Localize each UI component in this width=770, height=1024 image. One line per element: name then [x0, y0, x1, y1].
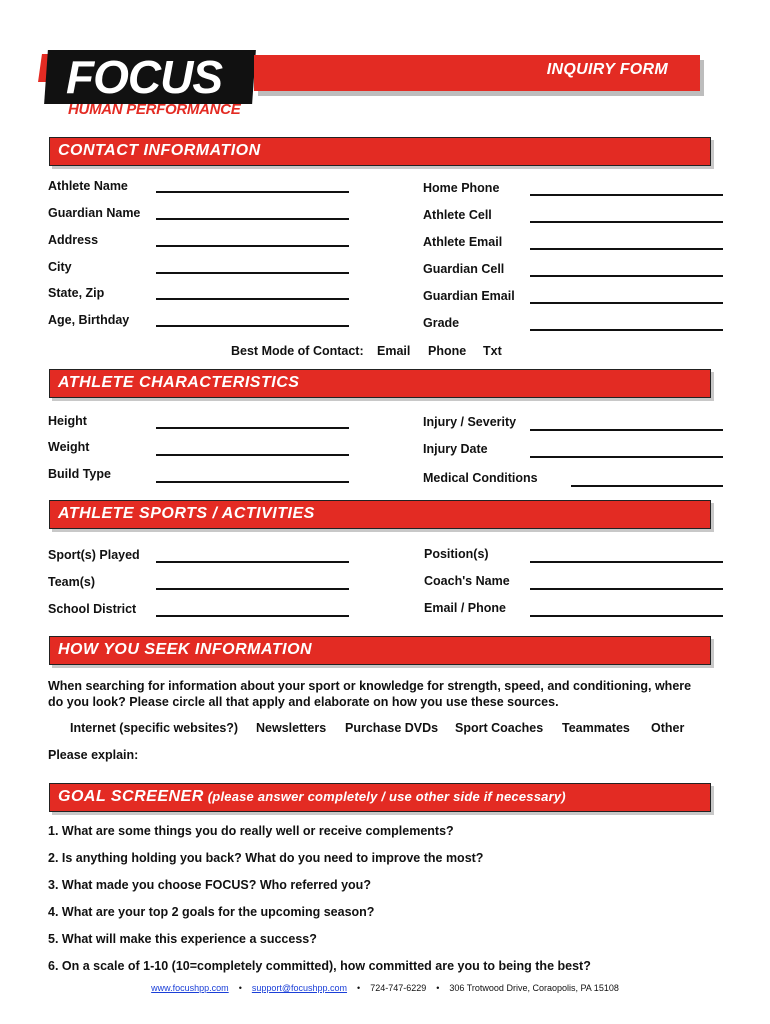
option-newsletters[interactable]: Newsletters [256, 721, 327, 735]
field-height[interactable] [156, 427, 349, 429]
label-positions: Position(s) [424, 547, 489, 561]
label-please-explain: Please explain: [48, 748, 139, 762]
field-age-birthday[interactable] [156, 325, 349, 327]
label-guardian-cell: Guardian Cell [423, 262, 505, 276]
label-coach-name: Coach's Name [424, 574, 510, 588]
section-contact-information [49, 137, 711, 166]
section-athlete-sports [49, 500, 711, 529]
option-internet[interactable]: Internet (specific websites?) [70, 721, 239, 735]
form-title: INQUIRY FORM [546, 61, 668, 78]
goal-question-2: 2. Is anything holding you back? What do you need to improve the most? [48, 851, 484, 865]
logo-wordmark: FOCUS [66, 51, 222, 103]
label-city: City [48, 260, 72, 274]
field-athlete-email[interactable] [530, 248, 723, 250]
field-build-type[interactable] [156, 481, 349, 483]
label-height: Height [48, 414, 87, 428]
field-medical-conditions[interactable] [571, 485, 723, 487]
label-teams: Team(s) [48, 575, 96, 589]
section-title: ATHLETE CHARACTERISTICS [58, 374, 300, 391]
field-athlete-name[interactable] [156, 191, 349, 193]
goal-question-3: 3. What made you choose FOCUS? Who referred you? [48, 878, 371, 892]
field-address[interactable] [156, 245, 349, 247]
seek-prompt: When searching for information about your sport or knowledge for strength, speed, and conditioning, where do you look? Please circle all that apply and elaborate on how you use these sources. [48, 679, 692, 709]
footer-email-link[interactable]: support@focushpp.com [251, 983, 348, 993]
goal-screener-title: GOAL SCREENER [58, 788, 204, 805]
section-title: CONTACT INFORMATION [58, 142, 261, 159]
goal-question-4: 4. What are your top 2 goals for the upcoming season? [48, 905, 375, 919]
label-best-mode-of-contact: Best Mode of Contact: [231, 344, 364, 358]
field-state-zip[interactable] [156, 298, 349, 300]
label-grade: Grade [423, 316, 460, 330]
goal-question-6: 6. On a scale of 1-10 (10=completely committed), how committed are you to being the best? [48, 959, 591, 973]
goal-screener-subtitle: (please answer completely / use other side if necessary) [207, 789, 566, 804]
label-guardian-email: Guardian Email [423, 289, 515, 303]
section-goal-screener [49, 783, 711, 812]
label-school-district: School District [48, 602, 137, 616]
field-sports-played[interactable] [156, 561, 349, 563]
label-email-phone: Email / Phone [424, 601, 506, 615]
field-grade[interactable] [530, 329, 723, 331]
separator-dot: • [238, 983, 242, 993]
label-age-birthday: Age, Birthday [48, 313, 130, 327]
contact-mode-email[interactable]: Email [377, 344, 411, 358]
label-injury-date: Injury Date [423, 442, 488, 456]
label-sports-played: Sport(s) Played [48, 548, 140, 562]
label-guardian-name: Guardian Name [48, 206, 141, 220]
option-purchase-dvds[interactable]: Purchase DVDs [345, 721, 439, 735]
field-injury-severity[interactable] [530, 429, 723, 431]
goal-question-5: 5. What will make this experience a success? [48, 932, 317, 946]
field-weight[interactable] [156, 454, 349, 456]
field-city[interactable] [156, 272, 349, 274]
field-email-phone[interactable] [530, 615, 723, 617]
footer [0, 983, 770, 993]
label-medical-conditions: Medical Conditions [423, 471, 538, 485]
field-school-district[interactable] [156, 615, 349, 617]
section-title: ATHLETE SPORTS / ACTIVITIES [58, 505, 315, 522]
contact-mode-phone[interactable]: Phone [428, 344, 467, 358]
field-athlete-cell[interactable] [530, 221, 723, 223]
field-teams[interactable] [156, 588, 349, 590]
label-home-phone: Home Phone [423, 181, 500, 195]
label-address: Address [48, 233, 99, 247]
contact-mode-txt[interactable]: Txt [483, 344, 502, 358]
field-coach-name[interactable] [530, 588, 723, 590]
label-weight: Weight [48, 440, 90, 454]
field-guardian-name[interactable] [156, 218, 349, 220]
label-state-zip: State, Zip [48, 286, 105, 300]
field-guardian-cell[interactable] [530, 275, 723, 277]
label-injury-severity: Injury / Severity [423, 415, 517, 429]
section-how-you-seek-information [49, 636, 711, 665]
footer-phone: 724-747-6229 [370, 983, 427, 993]
label-athlete-name: Athlete Name [48, 179, 128, 193]
option-sport-coaches[interactable]: Sport Coaches [455, 721, 544, 735]
option-teammates[interactable]: Teammates [562, 721, 630, 735]
section-athlete-characteristics [49, 369, 711, 398]
label-athlete-email: Athlete Email [423, 235, 503, 249]
label-athlete-cell: Athlete Cell [423, 208, 492, 222]
field-home-phone[interactable] [530, 194, 723, 196]
separator-dot: • [436, 983, 440, 993]
separator-dot: • [357, 983, 361, 993]
label-build-type: Build Type [48, 467, 111, 481]
footer-website-link[interactable]: www.focushpp.com [151, 983, 229, 993]
section-title: HOW YOU SEEK INFORMATION [58, 641, 313, 658]
field-injury-date[interactable] [530, 456, 723, 458]
field-guardian-email[interactable] [530, 302, 723, 304]
header-banner [254, 55, 700, 91]
section-title [58, 788, 566, 806]
goal-question-1: 1. What are some things you do really well or receive complements? [48, 824, 454, 838]
field-positions[interactable] [530, 561, 723, 563]
logo-tagline: HUMAN PERFORMANCE [68, 101, 241, 118]
option-other[interactable]: Other [651, 721, 685, 735]
footer-address: 306 Trotwood Drive, Coraopolis, PA 15108 [449, 983, 619, 993]
